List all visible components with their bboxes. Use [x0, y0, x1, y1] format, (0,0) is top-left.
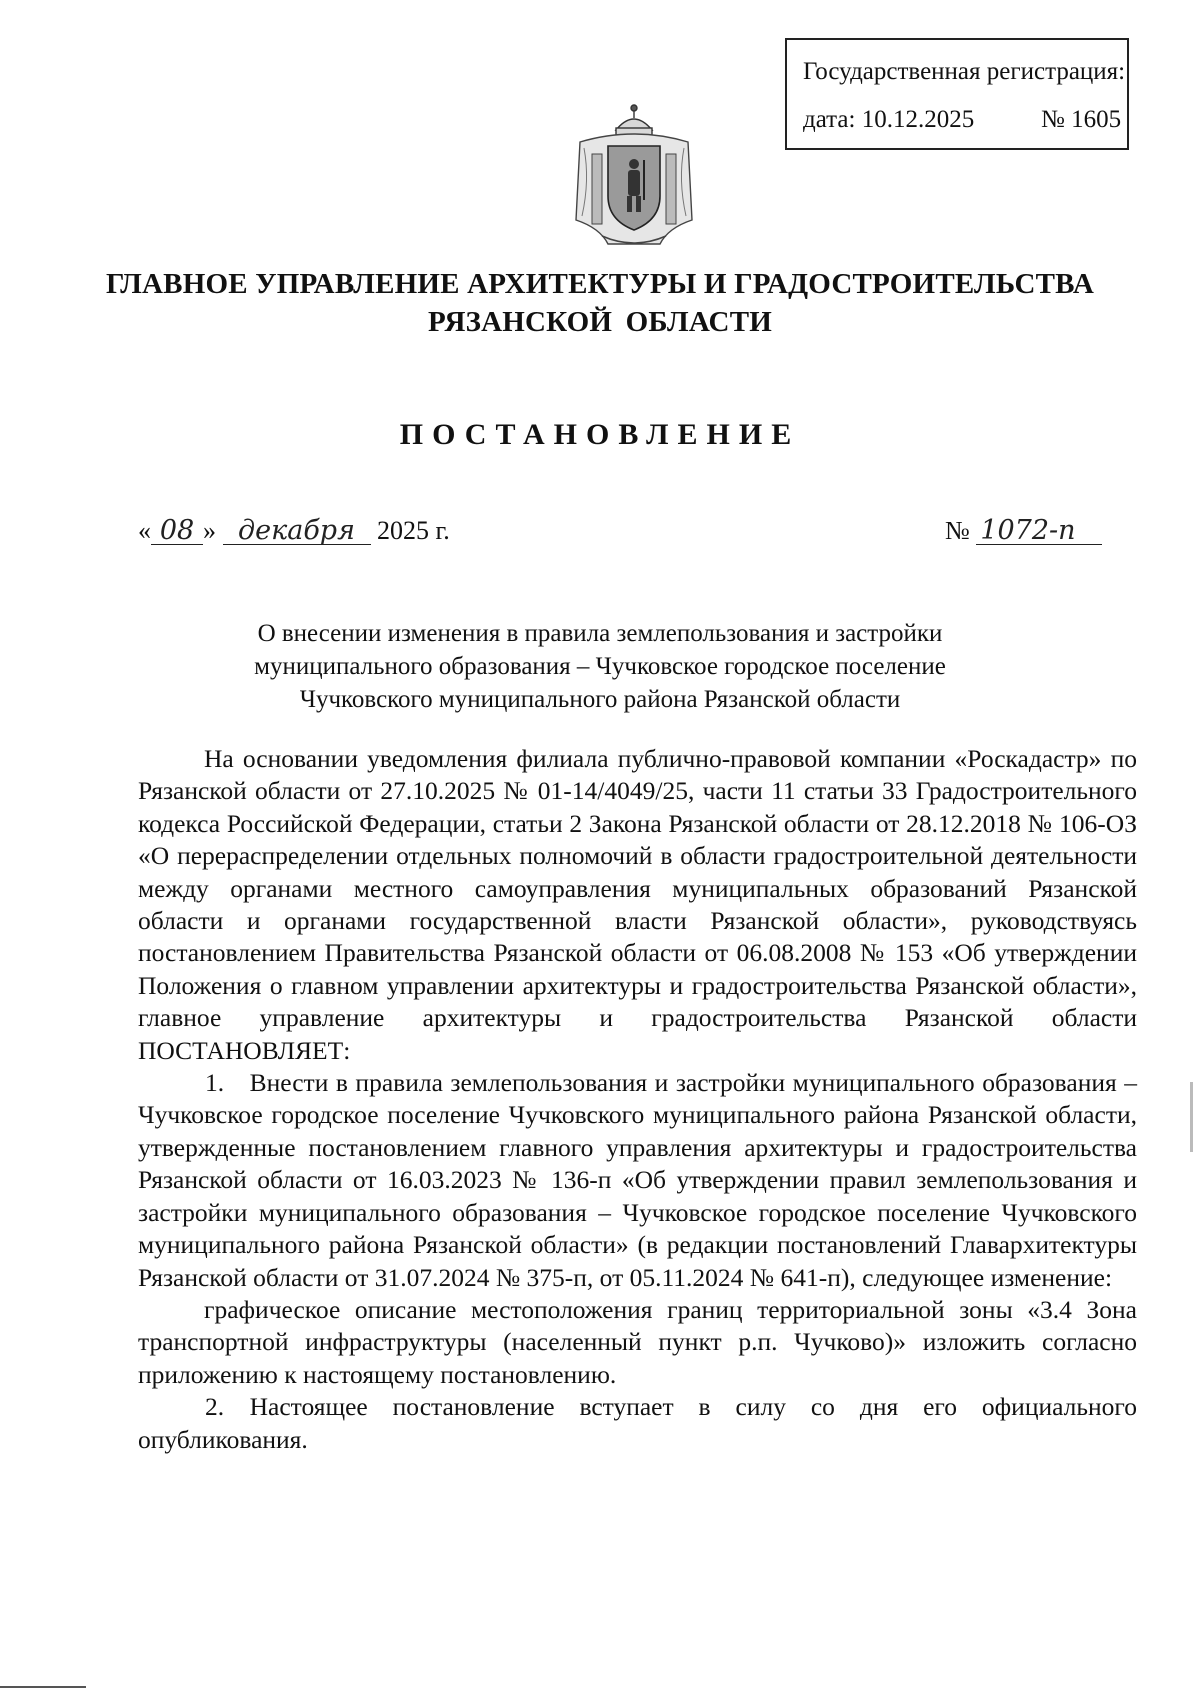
date-year: 2025 г.	[377, 516, 450, 545]
number-handwritten: 1072-п	[976, 518, 1102, 545]
agency-name-line1: ГЛАВНОЕ УПРАВЛЕНИЕ АРХИТЕКТУРЫ И ГРАДОСТРОИТЕЛЬСТВА	[105, 268, 1095, 300]
date-close-quote: »	[203, 516, 216, 545]
subject-line3: Чучковского муниципального района Рязанской области	[299, 686, 901, 713]
agency-name-line2: РЯЗАНСКОЙ ОБЛАСТИ	[428, 306, 772, 338]
document-type-title: ПОСТАНОВЛЕНИЕ	[399, 418, 801, 451]
preamble-paragraph: На основании уведомления филиала публично-правовой компании «Роскадастр» по Рязанской области от 27.10.2025 № 01-14/4049/25, части 11 статьи 33 Градостроительного кодекса Российской Федерации, статьи 2 Закона Рязанской области от 28.12.2018 № 106-ОЗ «О перераспределении отдельных полномочий в области градостроительной деятельности между органами местного самоуправления муниципальных образований Рязанской области и органами государственной власти Рязанской области», руководствуясь постановлением Правительства Рязанской области от 06.08.2008 № 153 «Об утверждении Положения о главном управлении архитектуры и градостроительства Рязанской области», главное управление архитектуры и градостроительства Рязанской области ПОСТАНОВЛЯЕТ:	[138, 744, 1137, 1065]
clause-2-paragraph: 2. Настоящее постановление вступает в силу со дня его официального опубликования.	[138, 1392, 1137, 1454]
number-prefix: №	[945, 516, 970, 545]
subject-line2: муниципального образования – Чучковское городское поселение	[254, 653, 946, 680]
clause-1-paragraph: 1. Внести в правила землепользования и застройки муниципального образования – Чучковское городское поселение Чучковского муниципального района Рязанской области, утвержденные постановлением главного управления архитектуры и градостроительства Рязанской области от 16.03.2023 № 136-п «Об утверждении правил землепользования и застройки муниципального образования – Чучковское городское поселение Чучковского муниципального района Рязанской области» (в редакции постановлений Главархитектуры Рязанской области от 31.07.2024 № 375-п, от 05.11.2024 № 641-п), следующее изменение:	[138, 1068, 1137, 1292]
document-subject	[0, 617, 1200, 716]
registration-stamp	[785, 38, 1129, 150]
document-number	[945, 516, 1102, 546]
clause-1-subparagraph: графическое описание местоположения границ территориальной зоны «3.4 Зона транспортной инфраструктуры (населенный пункт р.п. Чучково)» изложить согласно приложению к настоящему постановлению.	[138, 1294, 1137, 1389]
subject-line1: О внесении изменения в правила землепользования и застройки	[257, 620, 943, 647]
registration-date: дата: 10.12.2025	[803, 106, 975, 133]
document-body	[138, 743, 1137, 1456]
registration-title: Государственная регистрация:	[803, 58, 1126, 85]
scan-footer-mark	[0, 1686, 86, 1688]
registration-number: № 1605	[1041, 106, 1122, 133]
date-day-handwritten: 08	[151, 518, 203, 545]
scan-edge-mark	[1190, 1082, 1193, 1152]
document-date	[138, 516, 450, 546]
date-open-quote: «	[138, 516, 151, 545]
date-month-handwritten: декабря	[223, 518, 371, 545]
ryazan-coat-of-arms-icon	[568, 100, 700, 252]
